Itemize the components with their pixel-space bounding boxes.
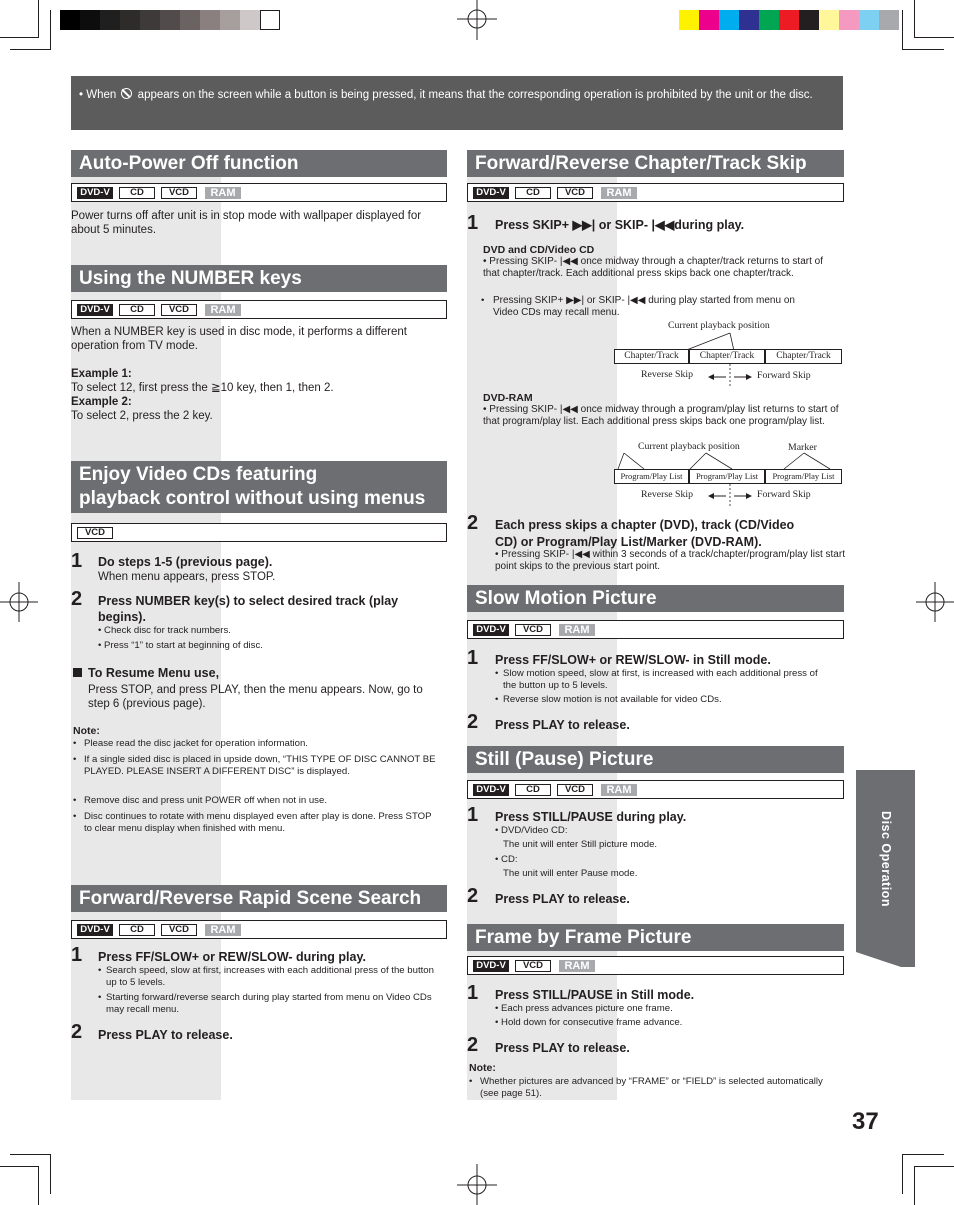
vcd-note-4: Disc continues to rotate with menu displayed even after play is done. Press STOP to clear menu display when finished with menu.: [84, 811, 432, 834]
still-bullet-1: • DVD/Video CD:: [495, 825, 568, 836]
disc-badges-auto-power: [71, 183, 447, 202]
vcd-step-1: Do steps 1-5 (previous page).: [98, 555, 273, 569]
frame-step-2: Press PLAY to release.: [495, 1041, 630, 1055]
registration-mark-bottom: [455, 1162, 499, 1205]
notice-lead: • When: [79, 89, 117, 101]
vcd-step-2-bullet-1: • Check disc for track numbers.: [98, 625, 231, 636]
number-keys-body: When a NUMBER key is used in disc mode, it performs a different operation from TV mode.: [71, 326, 407, 352]
chapter-cell-2: Chapter/Track: [689, 349, 765, 364]
badge-vcd: VCD: [77, 527, 113, 539]
vcd-note-2: If a single sided disc is placed in upside down, “THIS TYPE OF DISC CANNOT BE PLAYED. PLEASE INSERT A DIFFERENT DISC” is displayed.: [84, 754, 436, 777]
section-title-auto-power-off: Auto-Power Off function: [71, 150, 447, 177]
frame-note: Whether pictures are advanced by “FRAME” or “FIELD” is selected automatically (see page 51).: [480, 1076, 823, 1099]
step-number-2: 2: [71, 588, 83, 610]
program-cell-1: Program/Play List: [614, 469, 689, 484]
rapid-step-1-bullet-1: Search speed, slow at first, increases with each additional press of the button up to 5 levels.: [106, 965, 434, 988]
disc-badges-vcd-playback: [71, 523, 447, 542]
skip-arrows: [706, 484, 756, 506]
program-cell-2: Program/Play List: [689, 469, 765, 484]
resume-menu-text: Press STOP, and press PLAY, then the menu appears. Now, go to step 6 (previous page).: [88, 684, 423, 710]
page-number: 37: [852, 1108, 879, 1135]
step-number-1: 1: [71, 944, 83, 966]
slow-step-1-bullet-2-dot: •: [495, 694, 499, 705]
slow-step-1-bullet-2: Reverse slow motion is not available for video CDs.: [503, 694, 722, 705]
still-step-1: Press STILL/PAUSE during play.: [495, 810, 687, 824]
vcd-step-1-sub: When menu appears, press STOP.: [98, 571, 276, 583]
badge-vcd: VCD: [515, 624, 551, 636]
example-1-label: Example 1:: [71, 368, 132, 380]
dvd-cd-bullet-2-dot: •: [481, 295, 485, 306]
badge-dvd-v: DVD-V: [473, 960, 509, 972]
slow-step-2: Press PLAY to release.: [495, 718, 630, 732]
vcd-note-2-bullet: •: [73, 754, 77, 765]
dvd-ram-bullet-1: • Pressing SKIP- |◀◀ once midway through a program/play list returns to start of that program/play list. Each additional press skips back one program/play list.: [483, 404, 839, 427]
section-title-number-keys: Using the NUMBER keys: [71, 265, 447, 292]
rapid-step-2: Press PLAY to release.: [98, 1028, 233, 1042]
vcd-step-2-line1: Press NUMBER key(s) to select desired track (play: [98, 594, 399, 608]
slow-step-1-bullet-1: Slow motion speed, slow at first, is increased with each additional press of the button up to 5 levels.: [503, 668, 818, 691]
rapid-step-1-bullet-1-dot: •: [98, 965, 102, 976]
badge-vcd: VCD: [161, 924, 197, 936]
skip-prev-icon: |◀◀: [571, 549, 590, 560]
rapid-step-1: Press FF/SLOW+ or REW/SLOW- during play.: [98, 950, 366, 964]
forward-skip-label: Forward Skip: [757, 370, 811, 381]
badge-cd: CD: [119, 924, 155, 936]
step-number-2: 2: [467, 512, 479, 534]
dvd-cd-bullet-2: Pressing SKIP+ ▶▶| or SKIP- |◀◀ during play started from menu on Video CDs may recall menu.: [493, 295, 795, 318]
forward-skip-label: Forward Skip: [757, 489, 811, 500]
badge-vcd: VCD: [557, 187, 593, 199]
badge-cd: CD: [515, 187, 551, 199]
section-title-slow-motion: Slow Motion Picture: [467, 585, 844, 612]
disc-badges-frame: [467, 956, 844, 975]
chapter-step-2-line1: Each press skips a chapter (DVD), track (CD/Video: [495, 518, 795, 532]
vcd-note-3-bullet: •: [73, 795, 77, 806]
frame-note-dot: •: [469, 1076, 473, 1087]
badge-dvd-v: DVD-V: [77, 187, 113, 199]
badge-dvd-v: DVD-V: [473, 624, 509, 636]
vcd-step-2-line2: begins).: [98, 610, 146, 624]
skip-next-icon: ▶▶|: [566, 295, 585, 306]
resume-menu-title: To Resume Menu use,: [88, 666, 220, 680]
badge-ram: RAM: [205, 187, 241, 199]
badge-cd: CD: [119, 304, 155, 316]
side-tab-label: Disc Operation: [879, 811, 893, 907]
badge-vcd: VCD: [161, 304, 197, 316]
step-number-2: 2: [467, 1034, 479, 1056]
example-1-text: To select 12, first press the ≧10 key, then 1, then 2.: [71, 382, 334, 394]
reverse-skip-label: Reverse Skip: [641, 489, 693, 500]
vcd-note-3: Remove disc and press unit POWER off when not in use.: [84, 795, 327, 806]
skip-prev-icon: |◀◀: [559, 256, 578, 267]
rapid-step-1-bullet-2-dot: •: [98, 992, 102, 1003]
square-bullet-icon: [73, 668, 82, 677]
step-number-1: 1: [467, 647, 479, 669]
dvd-ram-label: DVD-RAM: [483, 392, 533, 404]
marker-pointers: [614, 452, 844, 470]
step-number-1: 1: [467, 212, 479, 234]
disc-badges-chapter-skip: [467, 183, 844, 202]
still-bullet-1-sub: The unit will enter Still picture mode.: [503, 839, 658, 850]
registration-mark-top: [455, 0, 499, 42]
badge-vcd: VCD: [557, 784, 593, 796]
vcd-note-4-bullet: •: [73, 811, 77, 822]
dvd-cd-bullet-1: • Pressing SKIP- |◀◀ once midway through a chapter/track returns to start of that chapter/track. Each additional press skips back one chapter/track.: [483, 256, 823, 279]
badge-ram: RAM: [205, 304, 241, 316]
slow-step-1-bullet-1-dot: •: [495, 668, 499, 679]
disc-badges-number-keys: [71, 300, 447, 319]
skip-prev-icon: |◀◀: [651, 218, 675, 232]
example-2-label: Example 2:: [71, 396, 132, 408]
still-bullet-2: • CD:: [495, 854, 518, 865]
badge-ram: RAM: [205, 924, 241, 936]
vcd-note-1-bullet: •: [73, 738, 77, 749]
frame-note-label: Note:: [469, 1062, 496, 1074]
slow-step-1: Press FF/SLOW+ or REW/SLOW- in Still mode.: [495, 653, 771, 667]
rapid-step-1-bullet-2: Starting forward/reverse search during play started from menu on Video CDs may recall menu.: [106, 992, 432, 1015]
program-cell-3: Program/Play List: [765, 469, 842, 484]
badge-cd: CD: [119, 187, 155, 199]
badge-dvd-v: DVD-V: [473, 187, 509, 199]
disc-badges-slow-motion: [467, 620, 844, 639]
skip-prev-icon: |◀◀: [559, 404, 578, 415]
chapter-step-2-bullet: • Pressing SKIP- |◀◀ within 3 seconds of a track/chapter/program/play list start point skips to the previous start point.: [495, 549, 845, 572]
badge-ram: RAM: [559, 960, 595, 972]
example-2-text: To select 2, press the 2 key.: [71, 410, 213, 422]
badge-cd: CD: [515, 784, 551, 796]
prohibited-icon: [121, 88, 132, 99]
skip-prev-icon: |◀◀: [627, 295, 646, 306]
disc-badges-rapid-search: [71, 920, 447, 939]
still-step-2: Press PLAY to release.: [495, 892, 630, 906]
step-number-2: 2: [467, 885, 479, 907]
step-number-2: 2: [71, 1021, 83, 1043]
chapter-cell-1: Chapter/Track: [614, 349, 689, 364]
badge-vcd: VCD: [515, 960, 551, 972]
marker-label: Marker: [788, 442, 817, 453]
current-position-label: Current playback position: [638, 441, 740, 452]
prohibited-notice: [71, 76, 843, 130]
section-title-vcd-playback: Enjoy Video CDs featuring playback control without using menus: [71, 461, 447, 513]
badge-vcd: VCD: [161, 187, 197, 199]
chapter-step-1: Press SKIP+ ▶▶| or SKIP- |◀◀during play.: [495, 218, 745, 232]
step-number-1: 1: [467, 804, 479, 826]
badge-dvd-v: DVD-V: [77, 924, 113, 936]
auto-power-body: Power turns off after unit is in stop mode with wallpaper displayed for about 5 minutes.: [71, 210, 422, 236]
frame-bullet-2: • Hold down for consecutive frame advance.: [495, 1017, 683, 1028]
step-number-1: 1: [467, 982, 479, 1004]
frame-step-1: Press STILL/PAUSE in Still mode.: [495, 988, 695, 1002]
vcd-note-1: Please read the disc jacket for operation information.: [84, 738, 308, 749]
step-number-1: 1: [71, 550, 83, 572]
dvd-cd-label: DVD and CD/Video CD: [483, 244, 595, 256]
frame-bullet-1: • Each press advances picture one frame.: [495, 1003, 673, 1014]
section-title-chapter-skip: Forward/Reverse Chapter/Track Skip: [467, 150, 844, 177]
chapter-cell-3: Chapter/Track: [765, 349, 842, 364]
notice-text: appears on the screen while a button is being pressed, it means that the corresponding operation is prohibited by the unit or the disc.: [137, 89, 813, 101]
badge-dvd-v: DVD-V: [77, 304, 113, 316]
reverse-skip-label: Reverse Skip: [641, 369, 693, 380]
badge-dvd-v: DVD-V: [473, 784, 509, 796]
section-title-still: Still (Pause) Picture: [467, 746, 844, 773]
current-position-label: Current playback position: [668, 320, 770, 331]
badge-ram: RAM: [601, 784, 637, 796]
badge-ram: RAM: [559, 624, 595, 636]
section-title-rapid-search: Forward/Reverse Rapid Scene Search: [71, 885, 447, 912]
registration-mark-left: [0, 580, 40, 624]
disc-badges-still: [467, 780, 844, 799]
step-number-2: 2: [467, 711, 479, 733]
vcd-step-2-bullet-2: • Press “1” to start at beginning of disc.: [98, 640, 263, 651]
skip-arrows: [706, 364, 756, 386]
skip-next-icon: ▶▶|: [572, 218, 596, 232]
chapter-step-2-line2: CD) or Program/Play List/Marker (DVD-RAM).: [495, 535, 762, 549]
section-title-frame: Frame by Frame Picture: [467, 924, 844, 951]
badge-ram: RAM: [601, 187, 637, 199]
still-bullet-2-sub: The unit will enter Pause mode.: [503, 868, 638, 879]
registration-mark-right: [914, 580, 954, 624]
vcd-note-label: Note:: [73, 725, 100, 737]
